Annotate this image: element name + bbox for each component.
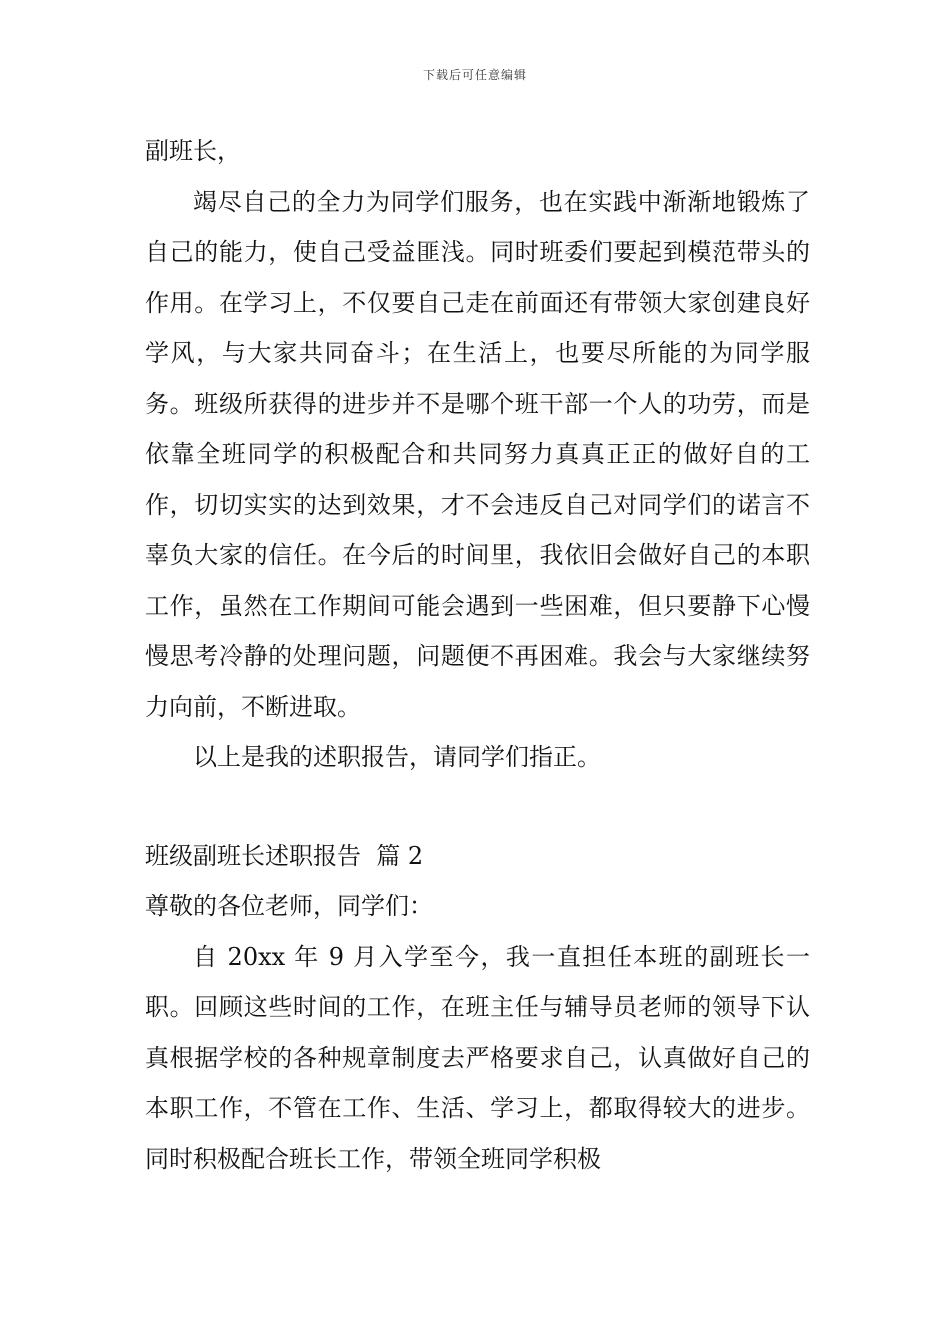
section-title: 班级副班长述职报告 篇 2 xyxy=(145,841,424,870)
paragraph-introduction: 自 20xx 年 9 月入学至今，我一直担任本班的副班长一职。回顾这些时间的工作，在班主任与辅导员老师的领导下认真根据学校的各种规章制度去严格要求自己，认真做好自己的本职工作，不管在工作、生活、学习上，都取得较大的进步。同时积极配合班长工作，带领全班同学积极 xyxy=(145,942,810,1173)
section-spacer xyxy=(145,783,810,831)
paragraph-report-conclusion: 以上是我的述职报告，请同学们指正。 xyxy=(193,743,601,771)
paragraph-service-summary: 竭尽自己的全力为同学们服务，也在实践中渐渐地锻炼了自己的能力，使自己受益匪浅。同时班委们要起到模范带头的作用。在学习上，不仅要自己走在前面还有带领大家创建良好学风，与大家共同奋斗；在生活上，也要尽所能的为同学服务。班级所获得的进步并不是哪个班干部一个人的功劳，而是依靠全班同学的积极配合和共同努力真真正正的做好自的工作，切切实实的达到效果，才不会违反自己对同学们的诺言不辜负大家的信任。在今后的时间里，我依旧会做好自己的本职工作，虽然在工作期间可能会遇到一些困难，但只要静下心慢慢思考冷静的处理问题，问题便不再困难。我会与大家继续努力向前，不断进取。 xyxy=(145,187,810,721)
header-note: 下载后可任意编辑 xyxy=(422,68,527,82)
paragraph-closing-fragment: 副班长， xyxy=(145,137,241,165)
salutation: 尊敬的各位老师，同学们： xyxy=(145,892,433,920)
document-body xyxy=(145,126,810,1184)
